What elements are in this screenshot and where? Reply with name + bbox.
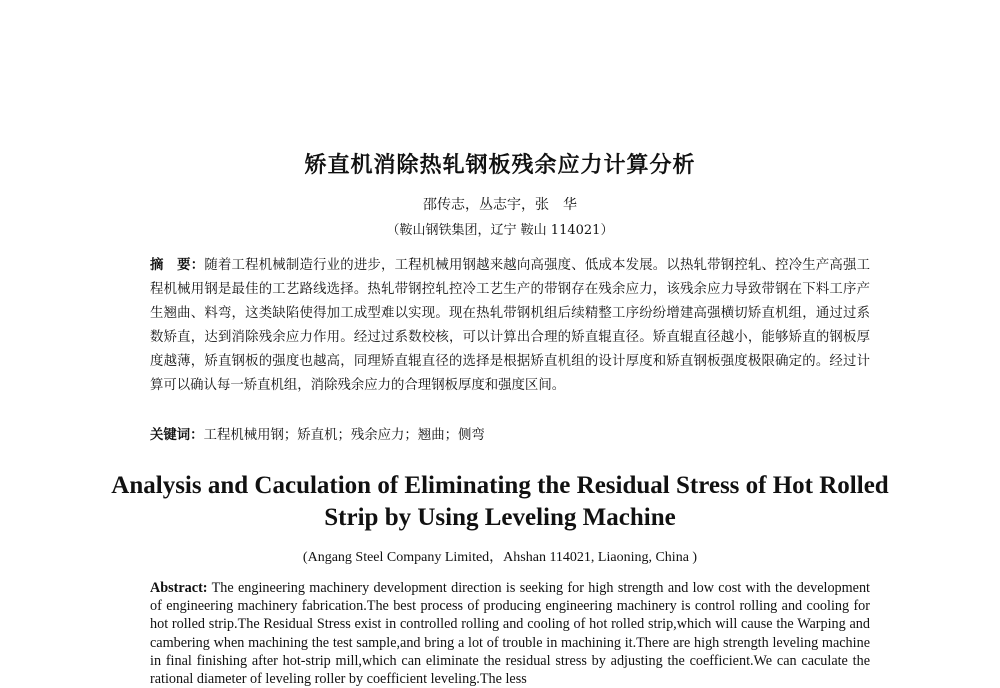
chinese-abstract-text: 随着工程机械制造行业的进步，工程机械用钢越来越向高强度、低成本发展。以热轧带钢控轧、控冷生产高强工程机械用钢是最佳的工艺路线选择。热轧带钢控轧控冷工艺生产的带钢存在残余应力，该残余应力导致带钢在下料工序产生翘曲、料弯，这类缺陷使得加工成型难以实现。现在热轧带钢机组后续精整工序纷纷增建高强横切矫直机组，通过过系数矫直，达到消除残余应力作用。经过过系数校核，可以计算出合理的矫直辊直径。矫直辊直径越小，能够矫直的钢板厚度越薄，矫直钢板的强度也越高，同理矫直辊直径的选择是根据矫直机组的设计厚度和矫直钢板强度极限确定的。经过计算可以确认每一矫直机组，消除残余应力的合理钢板厚度和强度区间。 (150, 258, 871, 393)
english-abstract-label: Abstract: (150, 580, 208, 596)
english-abstract-text: The engineering machinery development direction is seeking for high strength and low cost with the development of engineering machinery fabrication.The best process of producing engineering machinery is control rolling and cooling for hot rolled strip.The Residual Stress exist in controlled rolling and cooling of hot rolled strip,which will cause the Warping and cambering when machining the test sample,and bring a lot of trouble in machining it.There are high strength leveling machine in final finishing after hot-strip mill,which can eliminate the residual stress by adjusting the coefficient.We can caculate the rational diameter of leveling roller by coefficient leveling.The less (150, 580, 870, 688)
english-title (0, 470, 1000, 534)
english-abstract (150, 579, 870, 688)
chinese-keywords-text: 工程机械用钢；矫直机；残余应力；翘曲；侧弯 (203, 428, 485, 443)
chinese-keywords-label: 关键词： (150, 428, 204, 443)
chinese-affiliation: （鞍山钢铁集团，辽宁 鞍山 114021） (386, 223, 614, 238)
chinese-keywords (150, 426, 870, 446)
chinese-abstract (150, 254, 870, 398)
chinese-abstract-label: 摘 要： (150, 258, 205, 273)
english-affiliation: (Angang Steel Company Limited，Ahshan 114021, Liaoning, China ) (302, 550, 698, 565)
chinese-title: 矫直机消除热轧钢板残余应力计算分析 (304, 153, 696, 178)
chinese-authors: 邵传志，丛志宇，张 华 (423, 197, 577, 213)
english-title-line-1: Analysis and Caculation of Eliminating the Residual Stress of Hot Rolled (111, 472, 889, 499)
english-title-line-2: Strip by Using Leveling Machine (324, 504, 676, 531)
